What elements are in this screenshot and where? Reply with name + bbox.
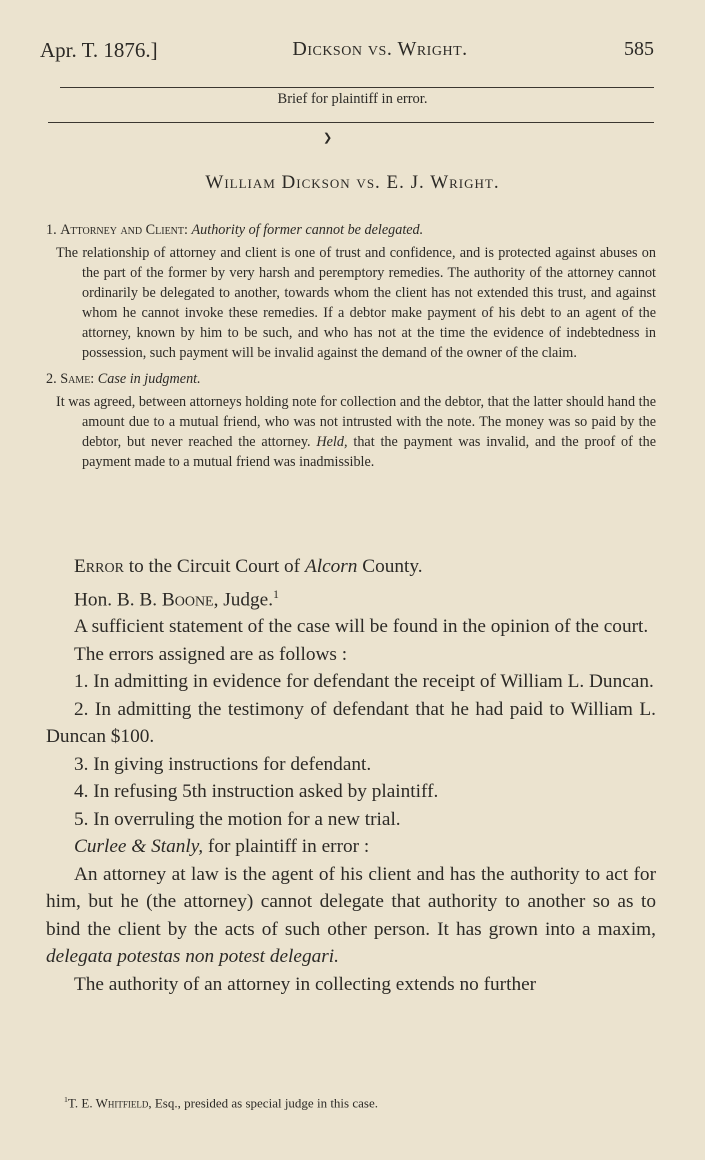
- judge-suffix: , Judge.: [213, 588, 274, 610]
- headnote-2-text-b: that the payment was invalid, and the proof of the payment made to a mutual friend was inadmissible.: [82, 434, 657, 470]
- argument-1: [46, 861, 656, 971]
- top-rule: [60, 87, 654, 88]
- section-marker-icon: ❯: [323, 132, 333, 144]
- footnote: [64, 1095, 624, 1111]
- headnote-2-text-a: It was agreed, between attorneys holding note for collection and the debtor, that the latter should hand the amount due to a mutual friend, who was not intrusted with the note. The money was so paid by the debtor, but never reached the attorney.: [56, 394, 656, 450]
- latin-maxim: delegata potestas non potest delegari.: [46, 946, 339, 968]
- judge-footnote-mark: 1: [273, 587, 279, 601]
- counsel-names: Curlee & Stanly,: [74, 836, 204, 858]
- error-item: 3. In giving instructions for defendant.: [74, 753, 372, 775]
- errors-intro: The errors assigned are as follows :: [74, 643, 348, 665]
- footnote-name: T. E. Whitfield: [67, 1095, 149, 1111]
- headnote-1-text: The relationship of attorney and client is one of trust and confidence, and is protected against abuses on the part of the former by very harsh and peremptory remedies. The authority of the attorney cannot ordinarily be delegated to another, towards whom the client has not extended this trust, and against whom he cannot invoke these remedies. If a debtor make payment of his debt to an agent of the attorney, known by him to be such, and who has not at the time the evidence of indebtedness in possession, such payment will be invalid against the demand of the owner of the claim.: [56, 245, 656, 361]
- error-word: Error: [74, 556, 124, 577]
- headnotes: [46, 220, 656, 478]
- counsel-text: for plaintiff in error :: [207, 836, 370, 858]
- running-head: [40, 38, 654, 68]
- subhead: Brief for plaintiff in error.: [277, 91, 428, 107]
- headnote-2-text: [46, 392, 656, 472]
- page-number: 585: [624, 38, 654, 60]
- judge-prefix: Hon. B. B.: [74, 588, 158, 610]
- counsel-line: [46, 833, 656, 861]
- headnote-1-summary: Authority of former cannot be delegated.: [191, 222, 424, 238]
- headnote-2-summary: Case in judgment.: [97, 371, 201, 387]
- statement: A sufficient statement of the case will be found in the opinion of the court.: [74, 616, 649, 638]
- headnote-2: [46, 369, 656, 389]
- second-rule: [48, 122, 654, 123]
- term-date: Apr. T. 1876.]: [40, 38, 158, 62]
- error-item: 1. In admitting in evidence for defendant the receipt of William L. Duncan.: [74, 671, 654, 693]
- footnote-mark: 1: [64, 1095, 68, 1104]
- error-line: [46, 553, 656, 581]
- headnote-2-title: Same:: [60, 371, 95, 387]
- error-item: 2. In admitting the testimony of defendant that he had paid to William L. Duncan $100.: [46, 698, 656, 748]
- footnote-text: , Esq., presided as special judge in this case.: [148, 1095, 378, 1111]
- headnote-1: [46, 220, 656, 240]
- error-item: 5. In overruling the motion for a new trial.: [74, 808, 401, 830]
- judge-name: Boone: [161, 588, 214, 610]
- error-item: 4. In refusing 5th instruction asked by plaintiff.: [74, 781, 439, 803]
- error-text-a: to the Circuit Court of: [128, 556, 301, 577]
- county-name: Alcorn: [304, 556, 358, 577]
- headnote-2-held: Held,: [316, 434, 348, 450]
- argument-2: The authority of an attorney in collecting extends no further: [74, 973, 537, 995]
- case-title: William Dickson vs. E. J. Wright.: [205, 172, 500, 193]
- error-text-b: County.: [362, 556, 423, 577]
- judge-line: [46, 581, 656, 614]
- headnote-2-number: 2.: [46, 371, 57, 387]
- body-text: [46, 553, 656, 998]
- headnote-1-title: Attorney and Client:: [60, 222, 188, 238]
- headnote-1-number: 1.: [46, 222, 57, 238]
- running-title: Dickson vs. Wright.: [292, 38, 468, 60]
- argument-1-text: An attorney at law is the agent of his client and has the authority to act for him, but he (the attorney) cannot delegate that authority to another so as to bind the client by the acts of such other person. It has grown into a maxim,: [46, 863, 656, 940]
